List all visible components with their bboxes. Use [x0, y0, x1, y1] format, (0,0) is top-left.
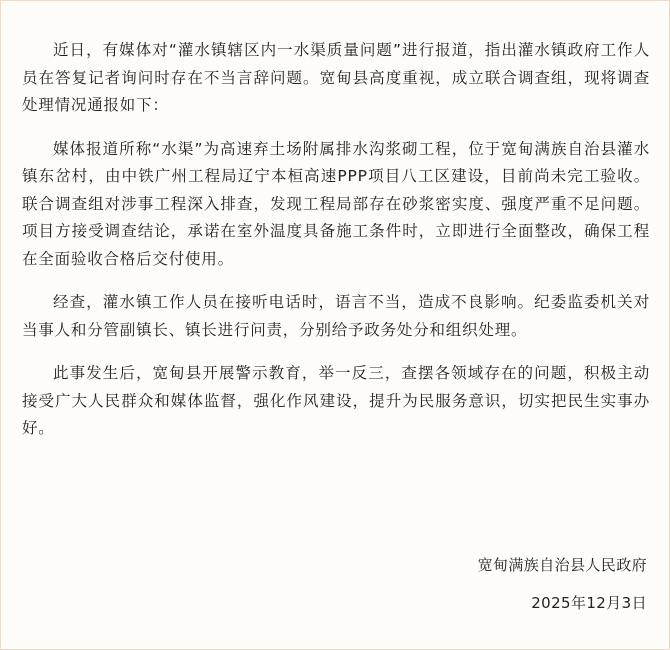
- paragraph-follow-up: 此事发生后，宽甸县开展警示教育，举一反三，查摆各领域存在的问题，积极主动接受广大人民群众和媒体监督，强化作风建设，提升为民服务意识，切实把民生实事办好。: [22, 364, 650, 437]
- paragraph-intro: 近日，有媒体对“灌水镇辖区内一水渠质量问题”进行报道，指出灌水镇政府工作人员在答复记者询问时存在不当言辞问题。宽甸县高度重视，成立联合调查组，现将调查处理情况通报如下：: [22, 41, 650, 114]
- issue-date: 2025年12月3日: [531, 594, 647, 612]
- paragraph-accountability: 经查，灌水镇工作人员在接听电话时，语言不当，造成不良影响。纪委监委机关对当事人和分管副镇长、镇长进行问责，分别给予政务处分和组织处理。: [22, 293, 650, 339]
- paragraph-project-findings: 媒体报道所称“水渠”为高速弃土场附属排水沟浆砌工程，位于宽甸满族自治县灌水镇东岔村，由中铁广州工程局辽宁本桓高速PPP项目八工区建设，目前尚未完工验收。联合调查组对涉事工程深入排查，发现工程局部存在砂浆密实度、强度严重不足问题。项目方接受调查结论，承诺在室外温度具备施工条件时，立即进行全面整改，确保工程在全面验收合格后交付使用。: [22, 139, 650, 268]
- issuing-organization: 宽甸满族自治县人民政府: [477, 556, 647, 574]
- notice-body: [22, 37, 650, 459]
- signature-block: [478, 555, 647, 614]
